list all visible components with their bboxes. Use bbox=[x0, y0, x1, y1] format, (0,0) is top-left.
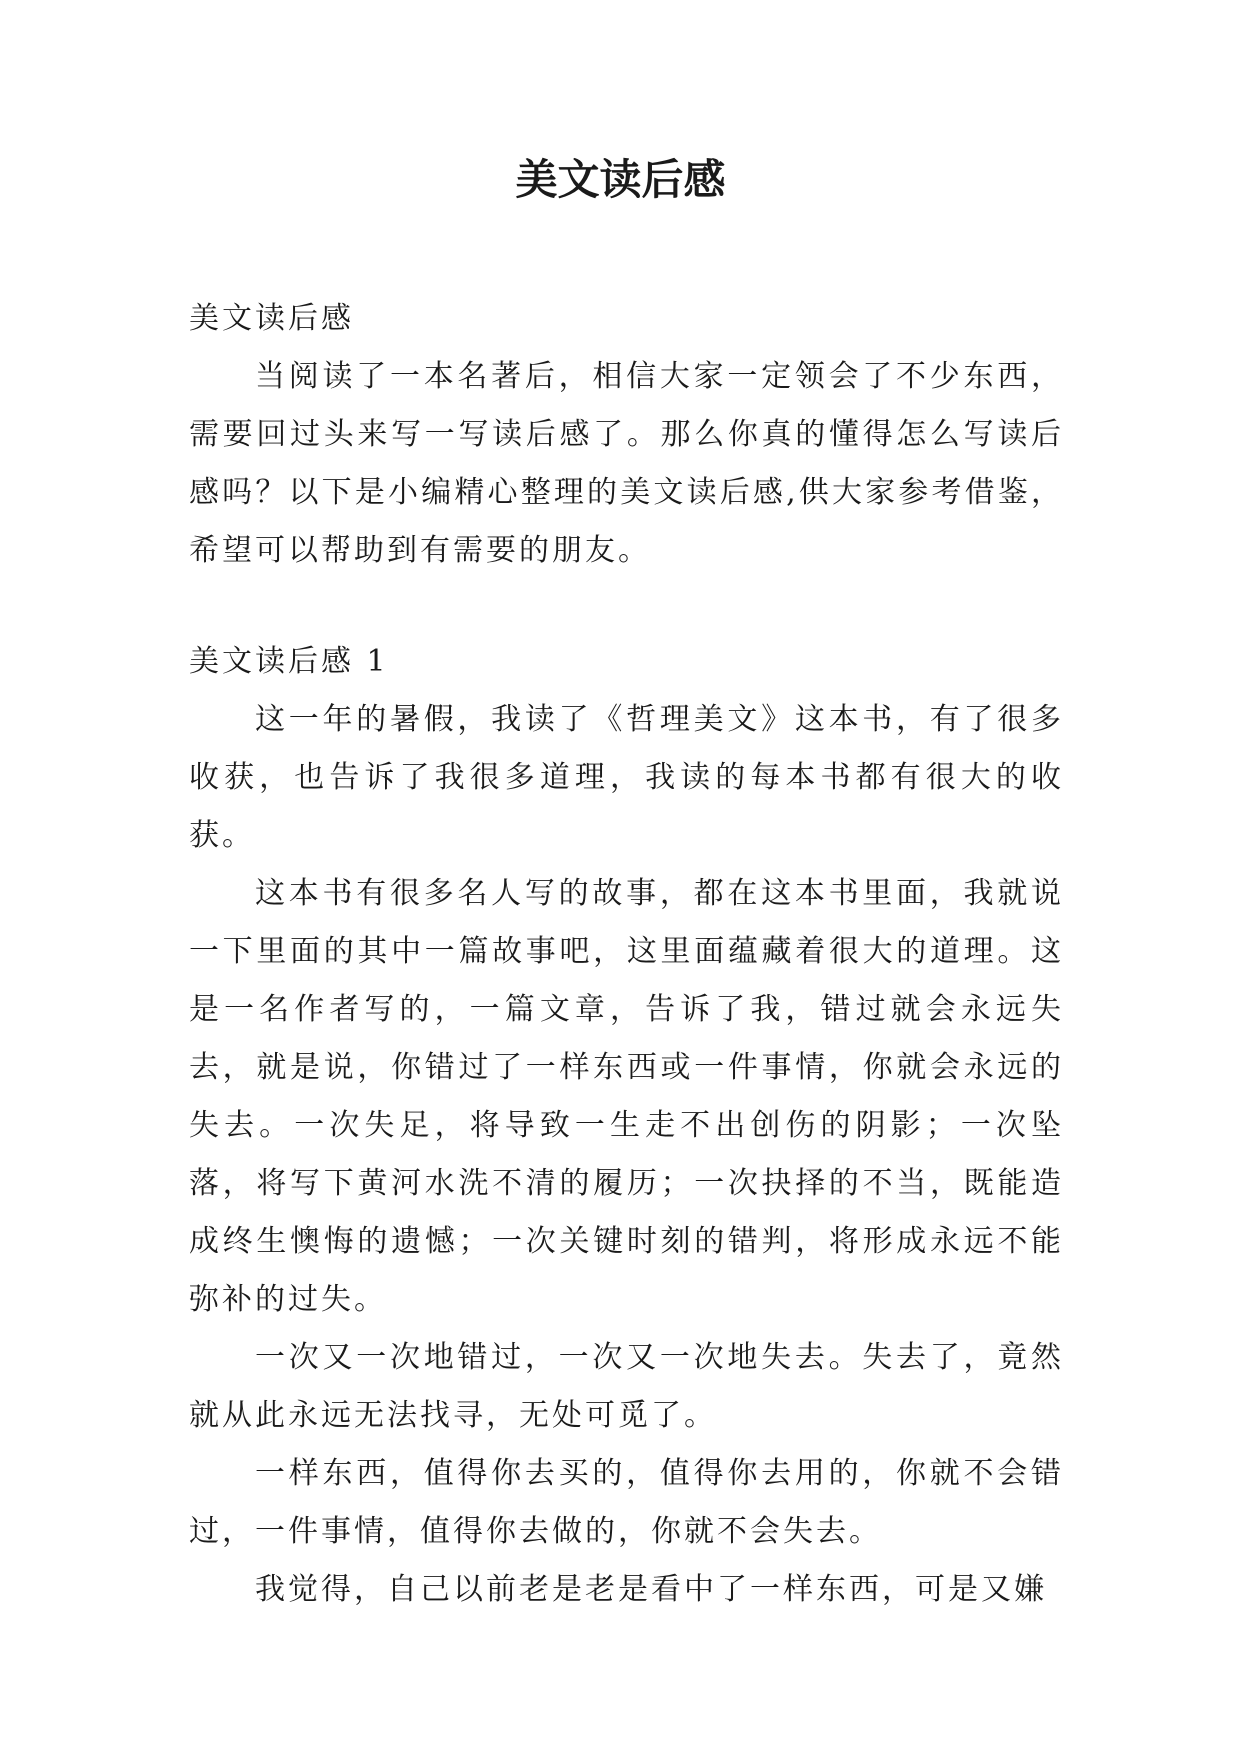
essay-1-heading: 美文读后感 1 bbox=[189, 644, 389, 679]
essay-1-paragraph-1: 这一年的暑假，我读了《哲理美文》这本书，有了很多收获，也告诉了我很多道理，我读的每本书都有很大的收获。 bbox=[189, 702, 1064, 853]
essay-1-paragraph-4: 一样东西，值得你去买的，值得你去用的，你就不会错过，一件事情，值得你去做的，你就不会失去。 bbox=[189, 1456, 1064, 1549]
intro-section bbox=[189, 290, 1064, 580]
essay-section-1 bbox=[189, 633, 1064, 1619]
page-title: 美文读后感 bbox=[515, 155, 726, 204]
intro-paragraph: 当阅读了一本名著后，相信大家一定领会了不少东西，需要回过头来写一写读后感了。那么你真的懂得怎么写读后感吗？以下是小编精心整理的美文读后感,供大家参考借鉴，希望可以帮助到有需要的朋友。 bbox=[189, 359, 1064, 568]
essay-1-paragraph-5: 我觉得，自己以前老是老是看中了一样东西，可是又嫌 bbox=[255, 1572, 1047, 1607]
essay-1-paragraph-2: 这本书有很多名人写的故事，都在这本书里面，我就说一下里面的其中一篇故事吧，这里面蕴藏着很大的道理。这是一名作者写的，一篇文章，告诉了我，错过就会永远失去，就是说，你错过了一样东西或一件事情，你就会永远的失去。一次失足，将导致一生走不出创伤的阴影；一次坠落，将写下黄河水洗不清的履历；一次抉择的不当，既能造成终生懊悔的遗憾；一次关键时刻的错判，将形成永远不能弥补的过失。 bbox=[189, 876, 1064, 1317]
intro-heading: 美文读后感 bbox=[189, 301, 354, 336]
essay-1-paragraph-3: 一次又一次地错过，一次又一次地失去。失去了，竟然就从此永远无法找寻，无处可觅了。 bbox=[189, 1340, 1064, 1433]
